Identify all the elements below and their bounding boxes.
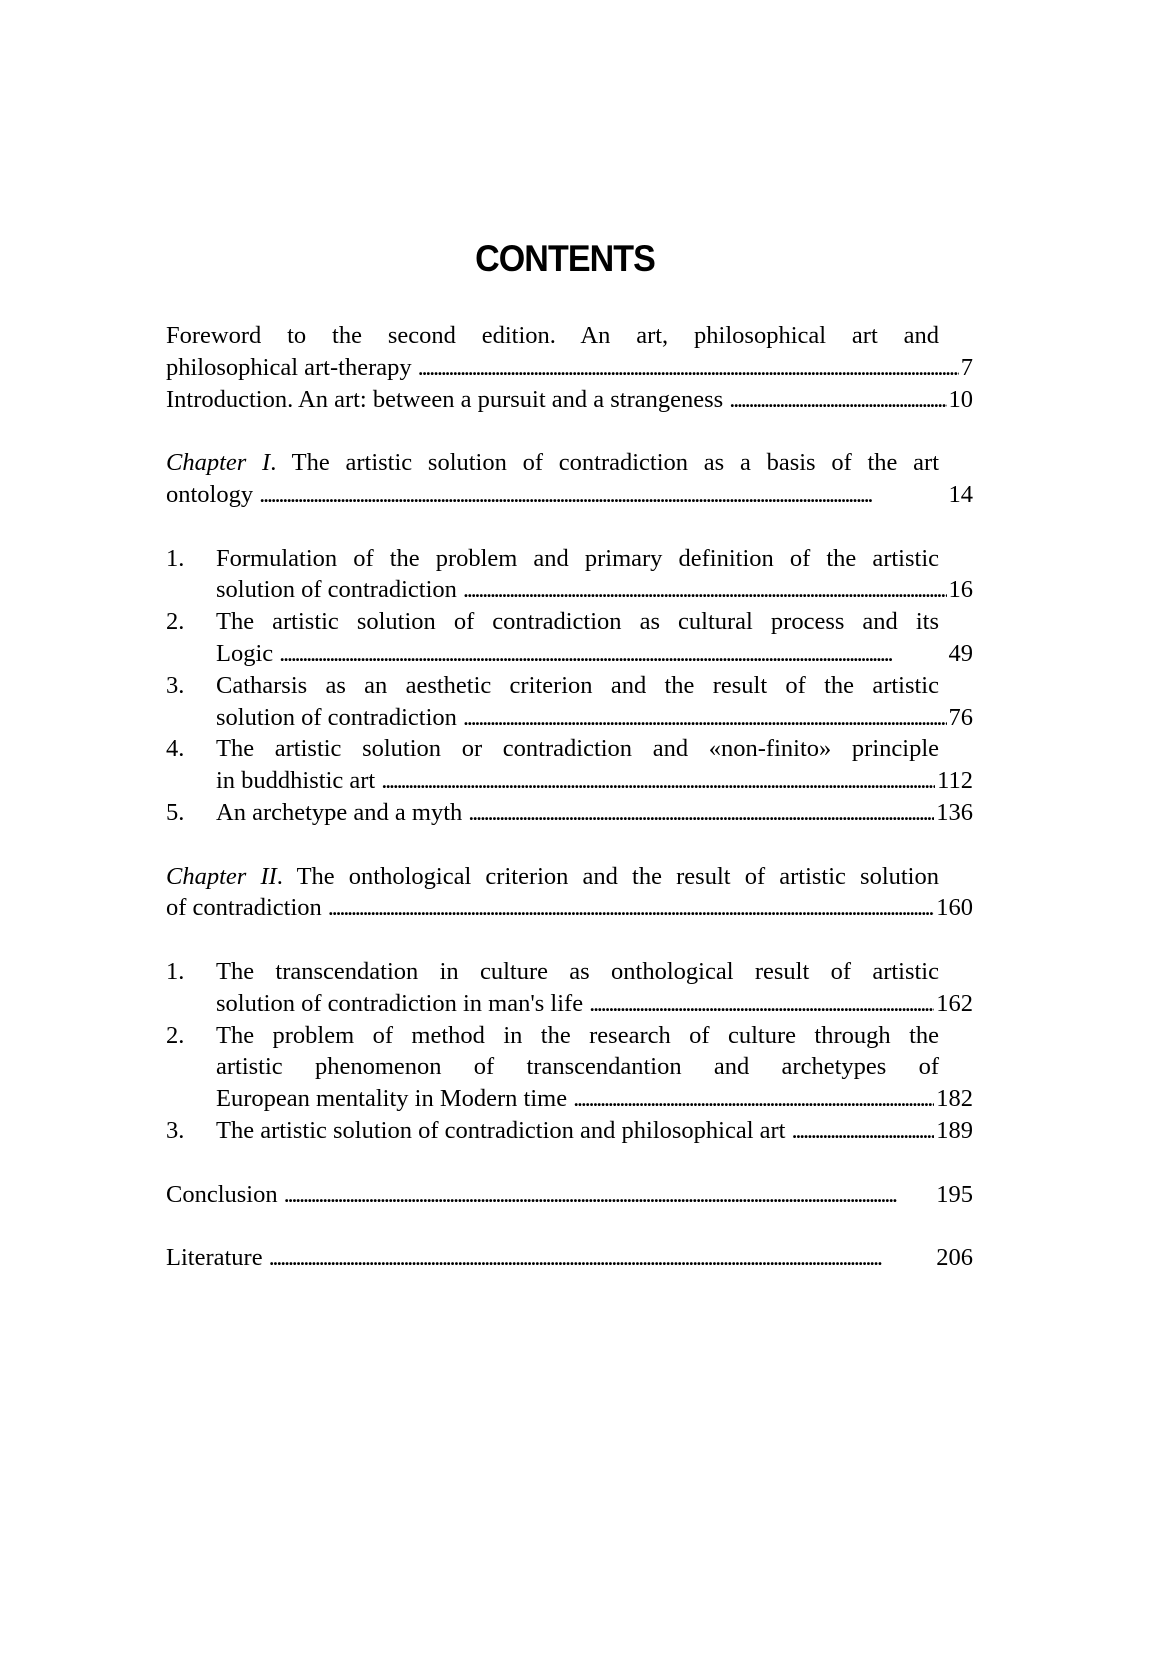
toc-entry-text: . The onthological criterion and the result of artistic solution bbox=[276, 862, 939, 890]
toc-entry-text: solution of contradiction bbox=[216, 576, 457, 604]
toc-entry-text: Catharsis as an aesthetic criterion and the result of the artistic bbox=[216, 671, 939, 699]
toc-entry-text: The problem of method in the research of culture through the bbox=[216, 1021, 939, 1049]
dot-leader bbox=[791, 1115, 934, 1147]
page-number: 10 bbox=[948, 385, 973, 413]
page-number: 162 bbox=[936, 989, 973, 1017]
toc-entry-text: Formulation of the problem and primary definition of the artistic bbox=[216, 544, 939, 572]
page-number: 16 bbox=[948, 576, 973, 604]
toc-entry-text: solution of contradiction bbox=[216, 703, 457, 731]
section-number: 1. bbox=[166, 544, 185, 572]
toc-entry-text: philosophical art-therapy bbox=[166, 353, 412, 381]
page-title: CONTENTS bbox=[475, 238, 655, 279]
toc-section-1-1[interactable] bbox=[166, 543, 973, 607]
toc-entry-text: . The artistic solution of contradiction as a basis of the art bbox=[270, 449, 939, 477]
toc-entry-text: An archetype and a myth bbox=[216, 798, 463, 826]
dot-leader bbox=[418, 352, 959, 384]
toc-section-1-4[interactable] bbox=[166, 733, 973, 797]
toc-entry-text: European mentality in Modern time bbox=[216, 1085, 568, 1113]
dot-leader bbox=[269, 1242, 935, 1274]
toc-section-2-2[interactable] bbox=[166, 1020, 973, 1115]
toc-entry-text: in buddhistic art bbox=[216, 767, 376, 795]
toc-entry-text: The artistic solution of contradiction as cultural process and its bbox=[216, 608, 939, 636]
toc-entry-text: The artistic solution or contradiction and «non-finito» principle bbox=[216, 735, 939, 763]
section-number: 3. bbox=[166, 1116, 185, 1144]
toc-entry-conclusion[interactable] bbox=[166, 1179, 973, 1211]
dot-leader bbox=[468, 797, 934, 829]
page-number: 7 bbox=[960, 353, 973, 381]
page-number: 14 bbox=[948, 480, 973, 508]
dot-leader bbox=[381, 765, 935, 797]
section-number: 2. bbox=[166, 608, 185, 636]
toc-entry-introduction[interactable] bbox=[166, 384, 973, 416]
section-number: 4. bbox=[166, 735, 185, 763]
table-of-contents bbox=[166, 320, 973, 1274]
toc-section-1-2[interactable] bbox=[166, 606, 973, 670]
dot-leader bbox=[284, 1179, 935, 1211]
chapter-label: Chapter I bbox=[166, 449, 271, 477]
toc-entry-text: Literature bbox=[166, 1244, 263, 1272]
toc-entry-text: Introduction. An art: between a pursuit and a strangeness bbox=[166, 385, 724, 413]
toc-entry-literature[interactable] bbox=[166, 1242, 973, 1274]
page-number: 206 bbox=[936, 1244, 973, 1272]
page-number: 76 bbox=[948, 703, 973, 731]
page-number: 112 bbox=[937, 767, 973, 795]
page-number: 182 bbox=[936, 1085, 973, 1113]
toc-section-2-1[interactable] bbox=[166, 956, 973, 1020]
dot-leader bbox=[279, 638, 946, 670]
toc-section-1-3[interactable] bbox=[166, 670, 973, 734]
section-number: 2. bbox=[166, 1021, 185, 1049]
page-number: 49 bbox=[948, 639, 973, 667]
toc-entry-text: The transcendation in culture as onthological result of artistic bbox=[216, 957, 939, 985]
toc-entry-chapter-1[interactable] bbox=[166, 447, 973, 511]
toc-entry-text: Foreword to the second edition. An art, philosophical art and bbox=[166, 322, 939, 349]
dot-leader bbox=[573, 1083, 934, 1115]
page-number: 195 bbox=[936, 1180, 973, 1208]
dot-leader bbox=[463, 702, 947, 734]
toc-entry-chapter-2[interactable] bbox=[166, 861, 973, 925]
toc-entry-text: Conclusion bbox=[166, 1180, 278, 1208]
toc-section-1-5[interactable] bbox=[166, 797, 973, 829]
page-number: 160 bbox=[936, 894, 973, 922]
toc-section-2-3[interactable] bbox=[166, 1115, 973, 1147]
toc-entry-text: The artistic solution of contradiction and philosophical art bbox=[216, 1116, 786, 1144]
section-number: 3. bbox=[166, 671, 185, 699]
section-number: 1. bbox=[166, 957, 185, 985]
dot-leader bbox=[259, 479, 946, 511]
toc-entry-text: Logic bbox=[216, 639, 274, 667]
toc-entry-text: artistic phenomenon of transcendantion and archetypes of bbox=[216, 1053, 939, 1081]
dot-leader bbox=[328, 892, 934, 924]
toc-entry-foreword[interactable] bbox=[166, 320, 973, 384]
toc-entry-text: ontology bbox=[166, 480, 254, 508]
dot-leader bbox=[589, 988, 934, 1020]
page-number: 189 bbox=[936, 1116, 973, 1144]
toc-entry-text: solution of contradiction in man's life bbox=[216, 989, 584, 1017]
toc-entry-text: of contradiction bbox=[166, 894, 322, 922]
dot-leader bbox=[729, 384, 946, 416]
dot-leader bbox=[463, 574, 947, 606]
chapter-label: Chapter II bbox=[166, 862, 277, 890]
section-number: 5. bbox=[166, 798, 185, 826]
page-number: 136 bbox=[936, 798, 973, 826]
